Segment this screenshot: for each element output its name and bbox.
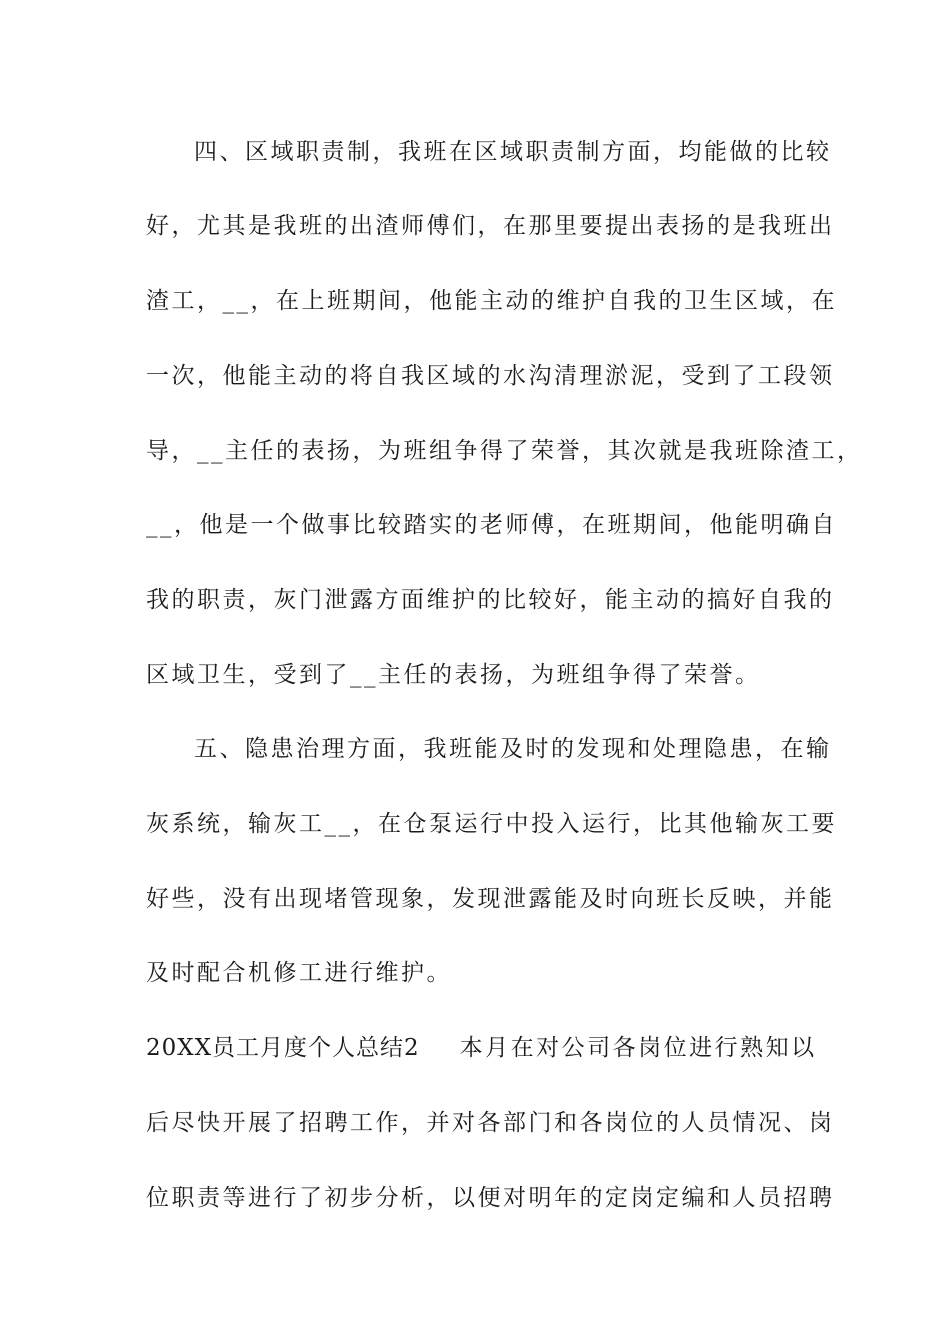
section-first-line: 本月在对公司各岗位进行熟知以 <box>459 1035 817 1061</box>
paragraph-4-line-3: 渣工，__，在上班期间，他能主动的维护自我的卫生区域，在 <box>146 288 837 314</box>
section-line-3: 位职责等进行了初步分析，以便对明年的定岗定编和人员招聘 <box>146 1185 835 1211</box>
section-line-2: 后尽快开展了招聘工作，并对各部门和各岗位的人员情况、岗 <box>146 1110 835 1136</box>
paragraph-4-line-8: 区域卫生，受到了__主任的表扬，为班组争得了荣誉。 <box>146 662 761 688</box>
paragraph-5-line-4: 及时配合机修工进行维护。 <box>146 960 452 986</box>
paragraph-5-line-2: 灰系统，输灰工__，在仓泵运行中投入运行，比其他输灰工要 <box>146 811 837 837</box>
paragraph-4-line-1: 四、区域职责制，我班在区域职责制方面，均能做的比较 <box>194 139 832 165</box>
paragraph-4-line-6: __，他是一个做事比较踏实的老师傅，在班期间，他能明确自 <box>146 512 837 538</box>
paragraph-4-line-4: 一次，他能主动的将自我区域的水沟清理淤泥，受到了工段领 <box>146 363 835 389</box>
paragraph-4-line-2: 好，尤其是我班的出渣师傅们，在那里要提出表扬的是我班出 <box>146 213 835 239</box>
section-heading-line <box>146 1033 826 1063</box>
paragraph-4-line-5: 导，__主任的表扬，为班组争得了荣誉，其次就是我班除渣工， <box>146 438 863 464</box>
paragraph-5-line-1: 五、隐患治理方面，我班能及时的发现和处理隐患，在输 <box>194 736 832 762</box>
paragraph-4-line-7: 我的职责，灰门泄露方面维护的比较好，能主动的搞好自我的 <box>146 587 835 613</box>
paragraph-5-line-3: 好些，没有出现堵管现象，发现泄露能及时向班长反映，并能 <box>146 886 835 912</box>
section-title: 20XX员工月度个人总结2 <box>146 1035 420 1061</box>
